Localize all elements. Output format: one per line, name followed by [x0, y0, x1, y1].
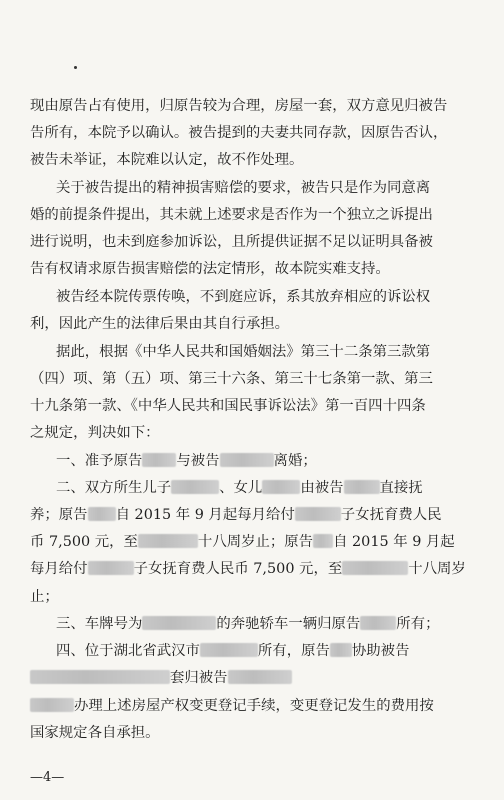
- text: 与被告: [176, 453, 220, 469]
- text: 、女儿: [219, 480, 263, 496]
- text: 所有；: [396, 616, 440, 632]
- redaction: [142, 453, 176, 467]
- text: 被告未举证，本院难以认定，故不作处理。: [30, 152, 304, 168]
- text: 十八周岁止；原告: [197, 534, 314, 550]
- redaction: [342, 561, 408, 575]
- redaction: [142, 616, 216, 630]
- text: 国家规定各自承担。: [30, 725, 160, 741]
- redaction: [295, 507, 341, 521]
- text: 利，因此产生的法律后果由其自行承担。: [30, 316, 290, 332]
- text: 三、车牌号为: [56, 616, 143, 632]
- text: 子女抚育费人民币 7,500 元，至: [133, 561, 343, 577]
- text: 止；: [30, 589, 59, 605]
- text: 告有权请求原告损害赔偿的法定情形，故本院实难支持。: [30, 261, 390, 277]
- text-line: [0, 588, 504, 606]
- text: 进行说明，也未到庭参加诉讼，且所提供证据不足以证明具备被: [30, 234, 433, 250]
- text: 告所有，本院予以确认。被告提到的夫妻共同存款，因原告否认，: [30, 125, 448, 141]
- text: 四、位于湖北省武汉市: [56, 643, 200, 659]
- redaction: [200, 643, 258, 657]
- text: 关于被告提出的精神损害赔偿的要求，被告只是作为同意离: [56, 180, 431, 196]
- redaction: [171, 480, 219, 494]
- redaction: [360, 616, 396, 630]
- text-line: [0, 260, 504, 278]
- text: 办理上述房屋产权变更登记手续，变更登记发生的费用按: [74, 698, 434, 714]
- text: 二、双方所生儿子: [56, 480, 172, 496]
- text-line: [0, 560, 504, 578]
- text: 十八周岁: [408, 561, 466, 577]
- text-line: [0, 506, 504, 524]
- text-line: [0, 669, 504, 687]
- text-line: [0, 697, 504, 715]
- text: 被告经本院传票传唤，不到庭应诉，系其放弃相应的诉讼权: [56, 289, 431, 305]
- text-line: [0, 424, 504, 442]
- text: 币 7,500 元，至: [30, 534, 138, 550]
- text: 协助被告: [351, 643, 410, 659]
- text: 离婚；: [273, 453, 317, 469]
- text: 自 2015 年 9 月起: [333, 534, 455, 550]
- text-line: [0, 479, 504, 497]
- redaction: [220, 453, 274, 467]
- text: 一、准予原告: [56, 453, 143, 469]
- text: （四）项、第（五）项、第三十六条、第三十七条第一款、第三: [30, 371, 433, 387]
- text: 套归被告: [170, 670, 228, 686]
- page-number: —4—: [30, 770, 65, 785]
- text: 现由原告占有使用，归原告较为合理，房屋一套，双方意见归被告: [30, 98, 448, 114]
- redaction: [262, 480, 300, 494]
- text-line: [0, 533, 504, 551]
- text: 之规定，判决如下：: [30, 425, 160, 441]
- text-line: [0, 124, 504, 142]
- text: 由被告: [300, 480, 344, 496]
- text-line: [0, 233, 504, 251]
- text-line: [0, 179, 504, 197]
- text-line: [0, 315, 504, 333]
- text-line: [0, 370, 504, 388]
- text: 每月给付: [30, 561, 88, 577]
- redaction: [330, 643, 352, 657]
- redaction: [313, 534, 333, 548]
- text-line: [0, 151, 504, 169]
- text-line: [0, 97, 504, 115]
- redaction: [88, 561, 134, 575]
- text-line: [0, 642, 504, 660]
- text: 据此，根据《中华人民共和国婚姻法》第三十二条第三款第: [56, 344, 431, 360]
- text: 的奔驰轿车一辆归原告: [216, 616, 361, 632]
- text-line: [0, 724, 504, 742]
- text-line: [0, 343, 504, 361]
- text-line: [0, 615, 504, 633]
- text: 婚的前提条件提出，其未就上述要求是否作为一个独立之诉提出: [30, 207, 433, 223]
- text: 十九条第一款、《中华人民共和国民事诉讼法》第一百四十四条: [30, 398, 426, 414]
- text: 养；原告: [30, 507, 88, 523]
- text-line: [0, 206, 504, 224]
- redaction: [228, 670, 292, 684]
- text: 直接抚: [379, 480, 423, 496]
- redaction: [138, 534, 198, 548]
- scan-speck: [74, 66, 77, 69]
- text: 所有，原告: [257, 643, 330, 659]
- text-line: [0, 397, 504, 415]
- redaction: [88, 507, 116, 521]
- redaction: [344, 480, 380, 494]
- redaction: [30, 698, 74, 712]
- text: 子女抚育费人民: [340, 507, 442, 523]
- text-line: [0, 452, 504, 470]
- redaction: [30, 670, 170, 684]
- text-line: [0, 288, 504, 306]
- text: 自 2015 年 9 月起每月给付: [115, 507, 295, 523]
